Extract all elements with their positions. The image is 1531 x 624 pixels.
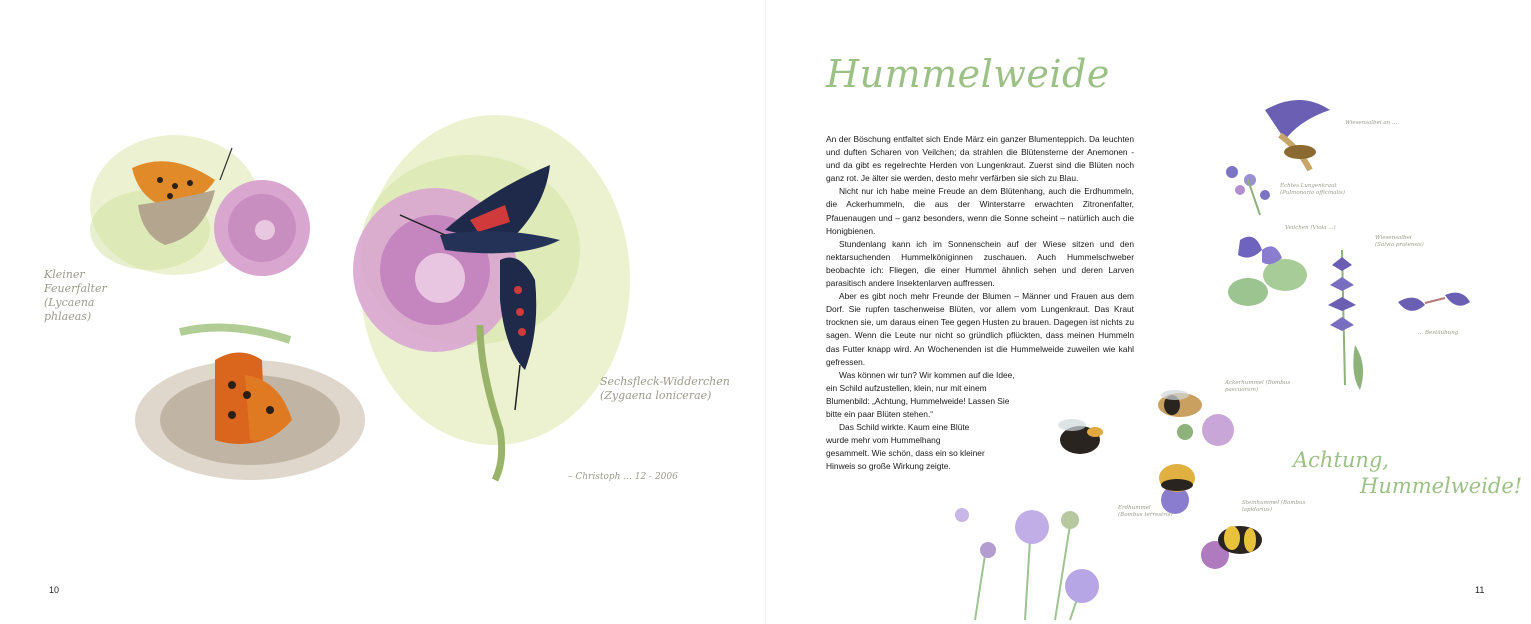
artist-signature: – Christoph ... 12 - 2006 — [568, 472, 678, 482]
slogan-line-2: Hummelweide! — [1360, 474, 1523, 498]
paragraph-narrow: Das Schild wirkte. Kaum eine Blüte wurde mehr vom Hummelhang gesammelt. Wie schön, dass ein so kleiner Hinweis so große Wirkung zeigte. — [826, 422, 985, 472]
paragraph-narrow: Was können wir tun? Wir kommen auf die Idee, ein Schild aufzustellen, klein, nur mit einem Blumenbild: „Achtung, Hummelweide! Lassen Sie bitte ein paar Blüten stehen.“ — [826, 369, 1015, 419]
paragraph: Nicht nur ich habe meine Freude an dem Blütenhang, auch die Erdhummeln, die Ackerhummeln, die aus der Winterstarre erwachten Zitronenfalter, Pfauenaugen und – ganz besonders, wenn die Sonne scheint – natürlich auch die Honigbienen. — [826, 186, 1134, 236]
bumblebee-on-clover-sketch — [1158, 390, 1234, 446]
sketch-label-bee-3: Steinhummel (Bombus lapidarius) — [1242, 500, 1306, 513]
page-title: Hummelweide — [826, 52, 1110, 96]
violet-sketch — [1228, 237, 1307, 306]
small-copper-label: Kleiner Feuerfalter (Lycaena phlaeas) — [44, 268, 107, 323]
slogan-line-1: Achtung, — [1293, 448, 1390, 472]
paragraph: Aber es gibt noch mehr Freunde der Blumen – Männer und Frauen aus dem Dorf. Sie rupfen taschenweise Blüten, vor allem vom Lungenkraut. Das Kraut trocknen sie, um daraus einen Tee gegen Husten zu brauen. Dagegen ist nichts zu sagen. Wenn die Leute nur nicht so gründlich pflückten, dass meinen Hummeln das Futter knapp wird. An Wochenenden ist die Hummelweide zuweilen wie kahl gefressen. — [826, 291, 1134, 367]
salvia-spike-sketch — [1328, 250, 1363, 390]
sketch-label-salvia: Wiesensalbei (Salvia pratensis) — [1375, 235, 1424, 248]
page-number-right: 11 — [1475, 585, 1485, 595]
paragraph: Stundenlang kann ich im Sonnenschein auf der Wiese sitzen und den nektarsuchenden Hummelköniginnen zuschauen. Auch Hummelschweber beobachte ich: Fliegen, die einer Hummel ähnlich sehen und deren Larven parasitisch andere Insektenlarven auffressen. — [826, 238, 1134, 289]
sketch-label-salvia-side: ... Bestäubung — [1418, 330, 1459, 336]
salvia-flower-sketch — [1265, 100, 1330, 170]
lungwort-sketch — [1226, 166, 1270, 215]
article-body — [826, 133, 1134, 473]
page-number-left: 10 — [49, 585, 60, 595]
paragraph: An der Böschung entfaltet sich Ende März ein ganzer Blumenteppich. Da leuchten und duften Scharen von Veilchen; da strahlen die Blütensterne der Anemonen - und da gibt es regelrechte Herden von Lungenkraut. Zuerst sind die Blüten noch ganz rot. Je älter sie werden, desto mehr verfärben sie sich zu Blau. — [826, 134, 1134, 184]
sketch-label-salvia-top: Wiesensalbei an ... — [1345, 120, 1398, 126]
burnet-moth-label: Sechsfleck-Widderchen (Zygaena lonicerae) — [600, 375, 730, 402]
sketch-label-bee-2: Erdhummel (Bombus terrestris) — [1118, 505, 1173, 518]
scabious-flowers-sketch — [955, 508, 1099, 620]
salvia-side-sketch — [1398, 293, 1470, 311]
bumblebee-right-sketch — [1201, 526, 1262, 569]
sketch-label-violet: Veilchen (Viola ...) — [1285, 225, 1336, 231]
sketch-label-lungwort: Echtes Lungenkraut (Pulmonaria officinalis) — [1280, 183, 1346, 196]
sketch-label-bee-1: Ackerhummel (Bombus pascuorum) — [1225, 380, 1291, 393]
